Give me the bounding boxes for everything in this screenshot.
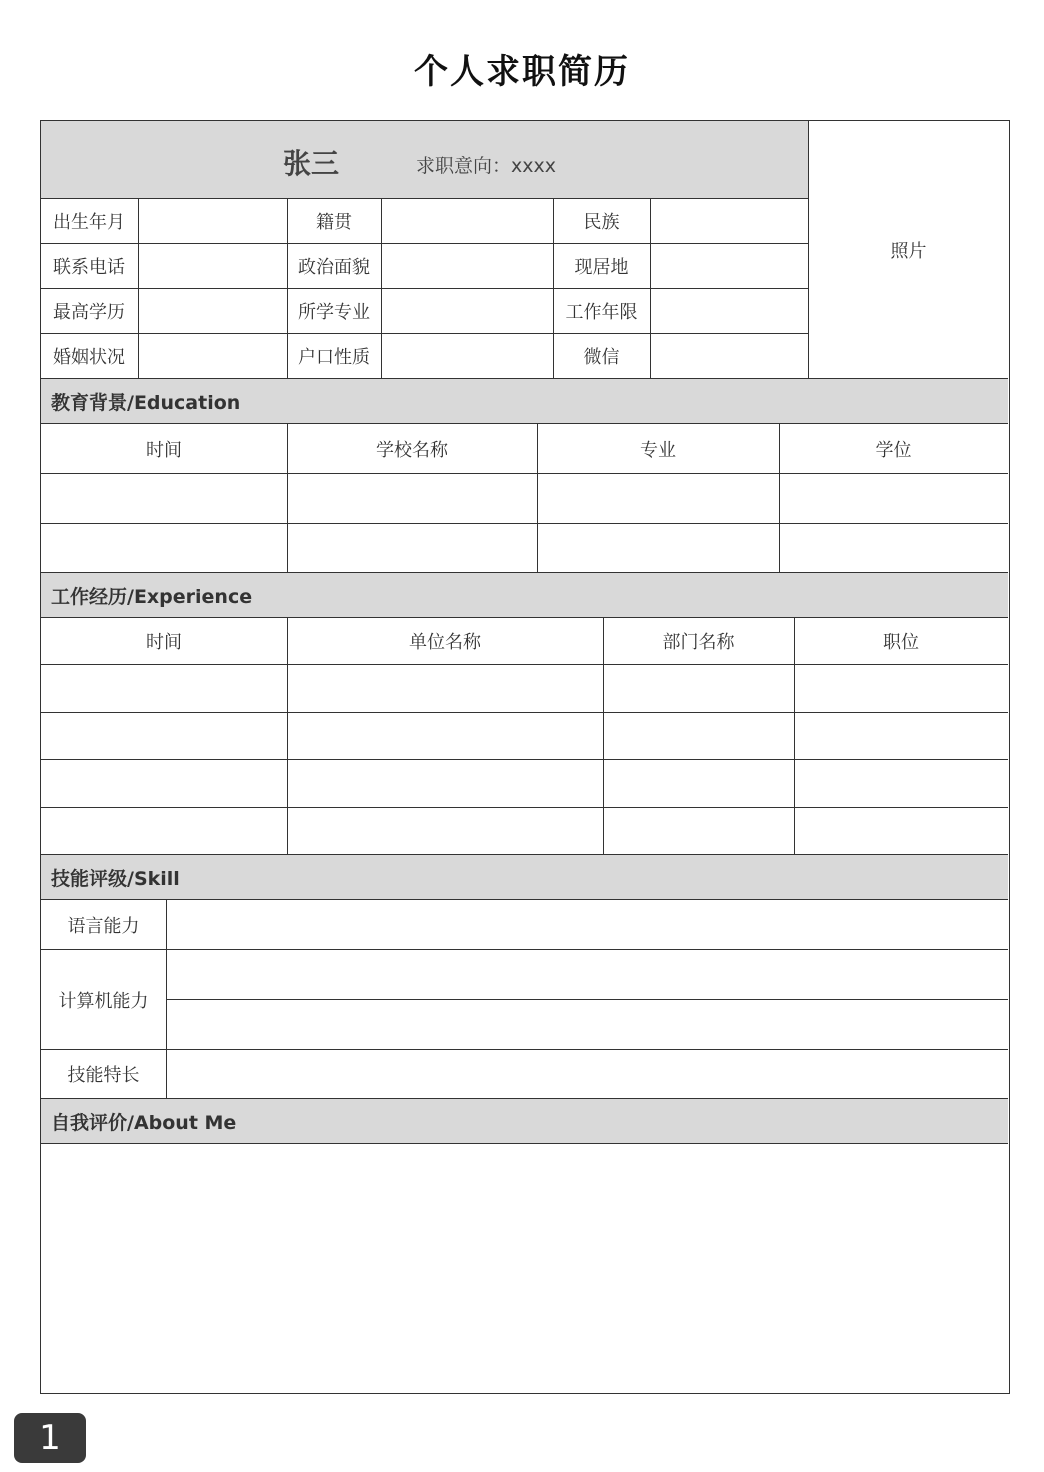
skill-specialty: 技能特长	[67, 1065, 140, 1086]
experience-col-company: 单位名称	[409, 632, 481, 653]
label-work-years: 工作年限	[565, 301, 638, 323]
job-intent: 求职意向：xxxx	[416, 154, 556, 177]
experience-section-title: 工作经历/Experience	[41, 573, 1008, 617]
experience-col-time: 时间	[146, 632, 182, 653]
label-political-status: 政治面貌	[298, 256, 370, 278]
education-col-major: 专业	[640, 439, 676, 461]
education-section-title: 教育背景/Education	[41, 379, 1008, 423]
photo-placeholder[interactable]: 照片	[890, 241, 927, 262]
label-marital-status: 婚姻状况	[53, 346, 125, 368]
label-native-place: 籍贯	[316, 211, 352, 233]
page-title: 个人求职简历	[414, 52, 630, 92]
education-col-school: 学校名称	[376, 439, 448, 461]
label-wechat: 微信	[583, 346, 620, 368]
label-hukou-type: 户口性质	[298, 346, 370, 368]
label-ethnicity: 民族	[583, 211, 620, 233]
skill-language: 语言能力	[67, 915, 140, 937]
experience-col-position: 职位	[883, 632, 919, 653]
education-col-degree: 学位	[875, 439, 912, 461]
skill-computer: 计算机能力	[58, 990, 149, 1012]
label-residence: 现居地	[574, 256, 629, 278]
label-education-level: 最高学历	[53, 301, 125, 323]
experience-col-department: 部门名称	[662, 632, 735, 653]
label-major: 所学专业	[298, 301, 370, 323]
about-section-title: 自我评价/About Me	[41, 1099, 1008, 1143]
about-me-content-area[interactable]	[41, 1144, 1008, 1392]
education-col-time: 时间	[146, 439, 182, 461]
resume-form	[40, 120, 1010, 1394]
label-birth-date: 出生年月	[53, 211, 125, 233]
skill-section-title: 技能评级/Skill	[41, 855, 1008, 899]
page-number-badge: 1	[14, 1413, 86, 1463]
label-phone: 联系电话	[53, 256, 125, 278]
applicant-name: 张三	[282, 147, 339, 180]
